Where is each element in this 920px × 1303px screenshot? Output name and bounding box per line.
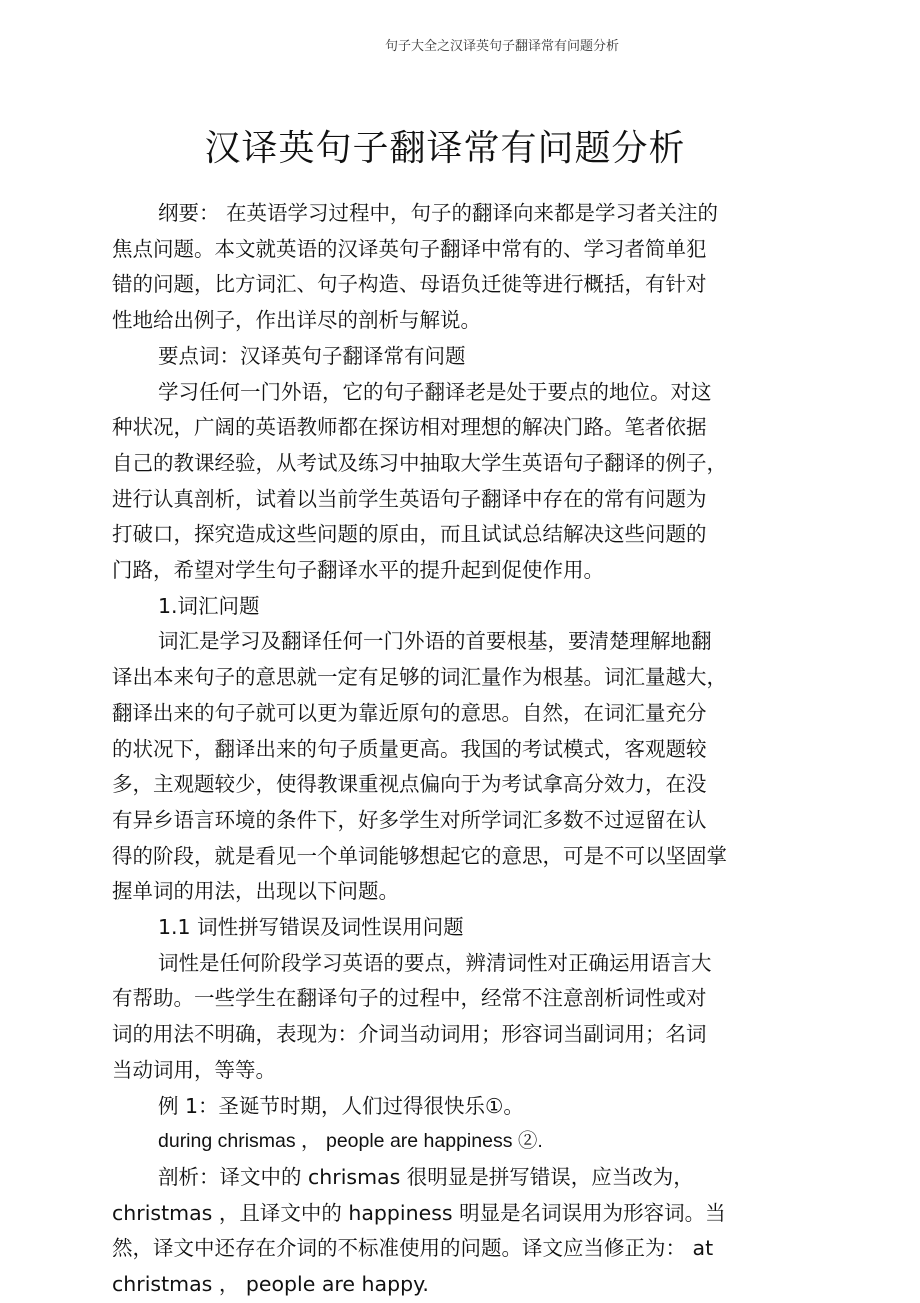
- section-1-line: 得的阶段，就是看见一个单词能够想起它的意思，可是不可以坚固掌: [112, 843, 727, 868]
- section-1-1-paragraph: [112, 946, 752, 1089]
- abstract-paragraph: [112, 196, 752, 339]
- section-1-heading: 1.词汇问题: [158, 593, 260, 618]
- intro-line: 进行认真剖析，试着以当前学生英语句子翻译中存在的常有问题为: [112, 486, 707, 511]
- running-header: 句子大全之汉译英句子翻译常有问题分析: [385, 39, 620, 54]
- example-1-analysis: [112, 1160, 752, 1303]
- section-1-line: 有异乡语言环境的条件下，好多学生对所学词汇多数不过逗留在认: [112, 807, 707, 832]
- intro-line: 学习任何一门外语，它的句子翻译老是处于要点的地位。对这: [158, 379, 712, 404]
- keywords-line: 要点词：汉译英句子翻译常有问题: [158, 343, 466, 368]
- document-body: [112, 196, 752, 1303]
- section-1-line: 词汇是学习及翻译任何一门外语的首要根基，要清楚理解地翻: [158, 629, 712, 654]
- document-title: 汉译英句子翻译常有问题分析: [204, 128, 686, 169]
- section-1-line: 译出本来句子的意思就一定有足够的词汇量作为根基。词汇量越大，: [112, 665, 727, 690]
- intro-line: 门路，希望对学生句子翻译水平的提升起到促使作用。: [112, 558, 604, 583]
- section-1-1-line: 词性是任何阶段学习英语的要点，辨清词性对正确运用语言大: [158, 950, 712, 975]
- section-1-1-line: 有帮助。一些学生在翻译句子的过程中，经常不注意剖析词性或对: [112, 986, 707, 1011]
- section-1-line: 多，主观题较少，使得教课重视点偏向于为考试拿高分效力，在没: [112, 772, 707, 797]
- analysis-line: christmas ，且译文中的 happiness 明显是名词误用为形容词。当: [112, 1200, 726, 1225]
- section-1-1-heading: 1.1 词性拼写错误及词性误用问题: [158, 915, 464, 940]
- intro-line: 种状况，广阔的英语教师都在探访相对理想的解决门路。笔者依据: [112, 415, 707, 440]
- section-1-line: 翻译出来的句子就可以更为靠近原句的意思。自然，在词汇量充分: [112, 700, 707, 725]
- abstract-line: 纲要： 在英语学习过程中，句子的翻译向来都是学习者关注的: [158, 201, 719, 225]
- intro-line: 打破口，探究造成这些问题的原由，而且试试总结解决这些问题的: [112, 522, 707, 547]
- section-1-1-line: 词的用法不明确，表现为：介词当动词用；形容词当副词用；名词: [112, 1022, 707, 1047]
- abstract-line: 错的问题，比方词汇、句子构造、母语负迁徙等进行概括，有针对: [112, 272, 707, 297]
- intro-paragraph: [112, 375, 752, 589]
- analysis-line: 然，译文中还存在介词的不标准使用的问题。译文应当修正为： at: [112, 1236, 714, 1261]
- example-1-translation: during chrismas ， people are happiness ②.: [158, 1130, 543, 1153]
- abstract-line: 焦点问题。本文就英语的汉译英句子翻译中常有的、学习者简单犯: [112, 236, 707, 261]
- section-1-1-line: 当动词用，等等。: [112, 1057, 276, 1082]
- abstract-line: 性地给出例子，作出详尽的剖析与解说。: [112, 308, 481, 333]
- section-1-paragraph: [112, 624, 752, 910]
- section-1-line: 握单词的用法，出现以下问题。: [112, 879, 399, 904]
- example-1-label: 例 1：圣诞节时期，人们过得很快乐①。: [158, 1093, 524, 1118]
- analysis-line: christmas ， people are happy.: [112, 1272, 429, 1297]
- analysis-line: 剖析：译文中的 chrismas 很明显是拼写错误，应当改为，: [158, 1164, 694, 1189]
- intro-line: 自己的教课经验，从考试及练习中抽取大学生英语句子翻译的例子，: [112, 450, 727, 475]
- section-1-line: 的状况下，翻译出来的句子质量更高。我国的考试模式，客观题较: [112, 736, 707, 761]
